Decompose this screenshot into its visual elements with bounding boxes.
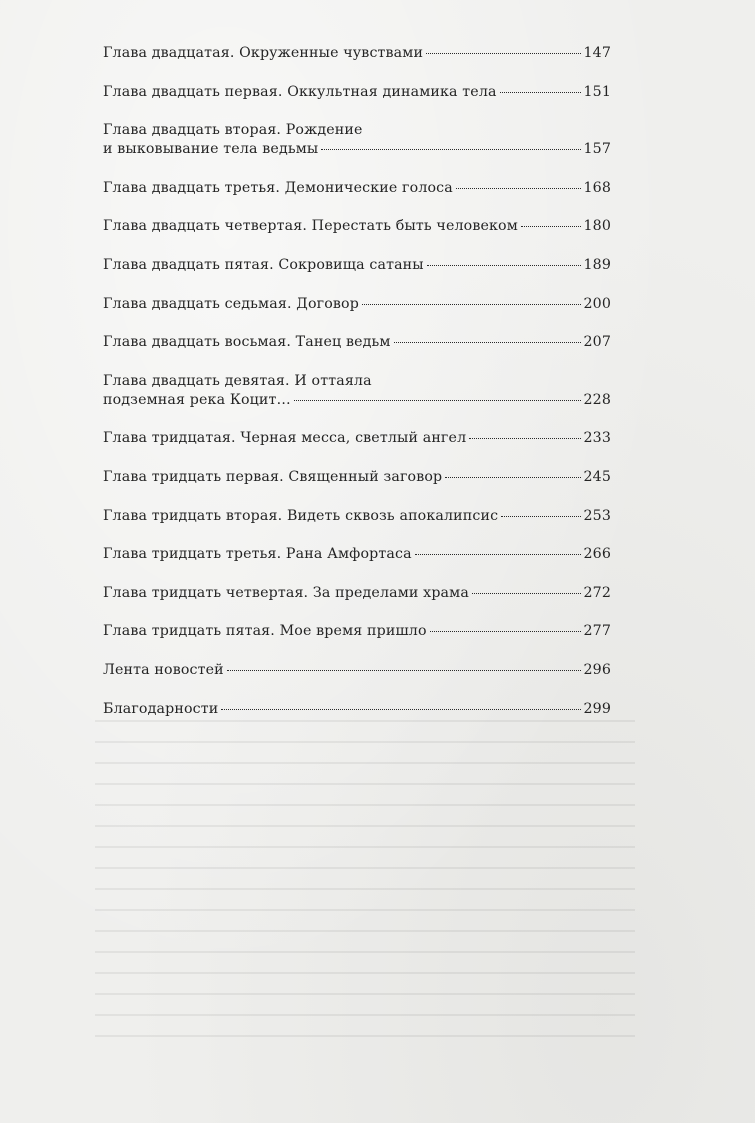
toc-entry-title: Лента новостей [103,661,224,678]
dot-leader [362,304,581,305]
toc-page-number: 296 [583,661,611,678]
toc-entry-row [103,391,611,410]
toc-entry [103,179,611,198]
toc-entry-title: Глава двадцать пятая. Сокровища сатаны [103,256,424,273]
toc-entry-row [103,700,611,719]
dot-leader [427,265,582,266]
toc-entry-title: Глава тридцатая. Черная месса, светлый ангел [103,430,467,447]
toc-entry-title: Глава двадцать четвертая. Перестать быть человеком [103,218,518,235]
table-of-contents [103,44,611,738]
toc-entry-title: Глава тридцать третья. Рана Амфортаса [103,546,412,563]
toc-entry [103,217,611,236]
toc-entry [103,468,611,487]
toc-entry [103,372,611,410]
toc-page-number: 228 [583,391,611,408]
toc-entry [103,256,611,275]
toc-entry [103,429,611,448]
toc-page-number: 277 [583,623,611,640]
toc-entry-row [103,507,611,526]
toc-entry-row [103,83,611,102]
dot-leader [227,670,582,671]
dot-leader [445,477,581,478]
toc-entry [103,661,611,680]
dot-leader [221,709,581,710]
toc-entry-title: Глава двадцать седьмая. Договор [103,295,359,312]
toc-entry-row [103,333,611,352]
toc-page-number: 189 [583,256,611,273]
toc-entry-title: Глава двадцать первая. Оккультная динамика тела [103,83,497,100]
toc-entry-title-line: Глава двадцать вторая. Рождение [103,122,363,139]
toc-entry-row [103,584,611,603]
toc-entry [103,44,611,63]
toc-entry [103,333,611,352]
toc-entry-row [103,295,611,314]
dot-leader [426,53,581,54]
toc-entry-row [103,256,611,275]
toc-entry [103,584,611,603]
toc-entry-row [103,179,611,198]
toc-entry-row [103,661,611,680]
toc-entry [103,545,611,564]
dot-leader [321,149,581,150]
toc-page-number: 272 [583,584,611,601]
toc-entry-title: и выковывание тела ведьмы [103,141,319,158]
toc-page-number: 168 [583,179,611,196]
toc-entry-row [103,429,611,448]
toc-entry-title: Глава тридцать вторая. Видеть сквозь апокалипсис [103,507,499,524]
toc-page-number: 180 [583,218,611,235]
toc-page-number: 299 [583,700,611,717]
toc-entry-row [103,622,611,641]
dot-leader [521,226,582,227]
toc-page-number: 266 [583,546,611,563]
dot-leader [472,593,582,594]
toc-page-number: 245 [583,468,611,485]
toc-entry [103,83,611,102]
toc-page-number: 200 [583,295,611,312]
toc-entry-row [103,468,611,487]
toc-page-number: 157 [583,141,611,158]
toc-page-number: 233 [583,430,611,447]
toc-entry-title: подземная река Коцит… [103,391,291,408]
toc-page-number: 207 [583,334,611,351]
toc-entry-title: Глава двадцать третья. Демонические голоса [103,179,453,196]
dot-leader [430,631,582,632]
toc-page-number: 253 [583,507,611,524]
dot-leader [415,554,582,555]
toc-entry-row [103,545,611,564]
toc-entry-title: Глава двадцатая. Окруженные чувствами [103,45,424,61]
toc-entry-row [103,140,611,159]
toc-entry-title: Благодарности [103,700,219,717]
toc-entry-title: Глава двадцать восьмая. Танец ведьм [103,334,391,351]
dot-leader [500,92,582,93]
dot-leader [501,516,581,517]
toc-entry-row [103,44,611,63]
toc-entry [103,700,611,719]
toc-entry-title-line: Глава двадцать девятая. И оттаяла [103,372,372,389]
toc-page-number: 151 [583,83,611,100]
dot-leader [456,188,582,189]
toc-entry [103,295,611,314]
toc-page-number: 147 [583,45,611,61]
dot-leader [469,438,581,439]
toc-entry [103,121,611,159]
dot-leader [394,342,582,343]
toc-entry [103,622,611,641]
toc-entry-title: Глава тридцать четвертая. За пределами храма [103,584,469,601]
toc-entry-title: Глава тридцать пятая. Мое время пришло [103,623,427,640]
show-through-text [95,720,635,1050]
toc-entry-title: Глава тридцать первая. Священный заговор [103,468,443,485]
dot-leader [294,400,582,401]
toc-entry-row [103,217,611,236]
toc-entry [103,507,611,526]
